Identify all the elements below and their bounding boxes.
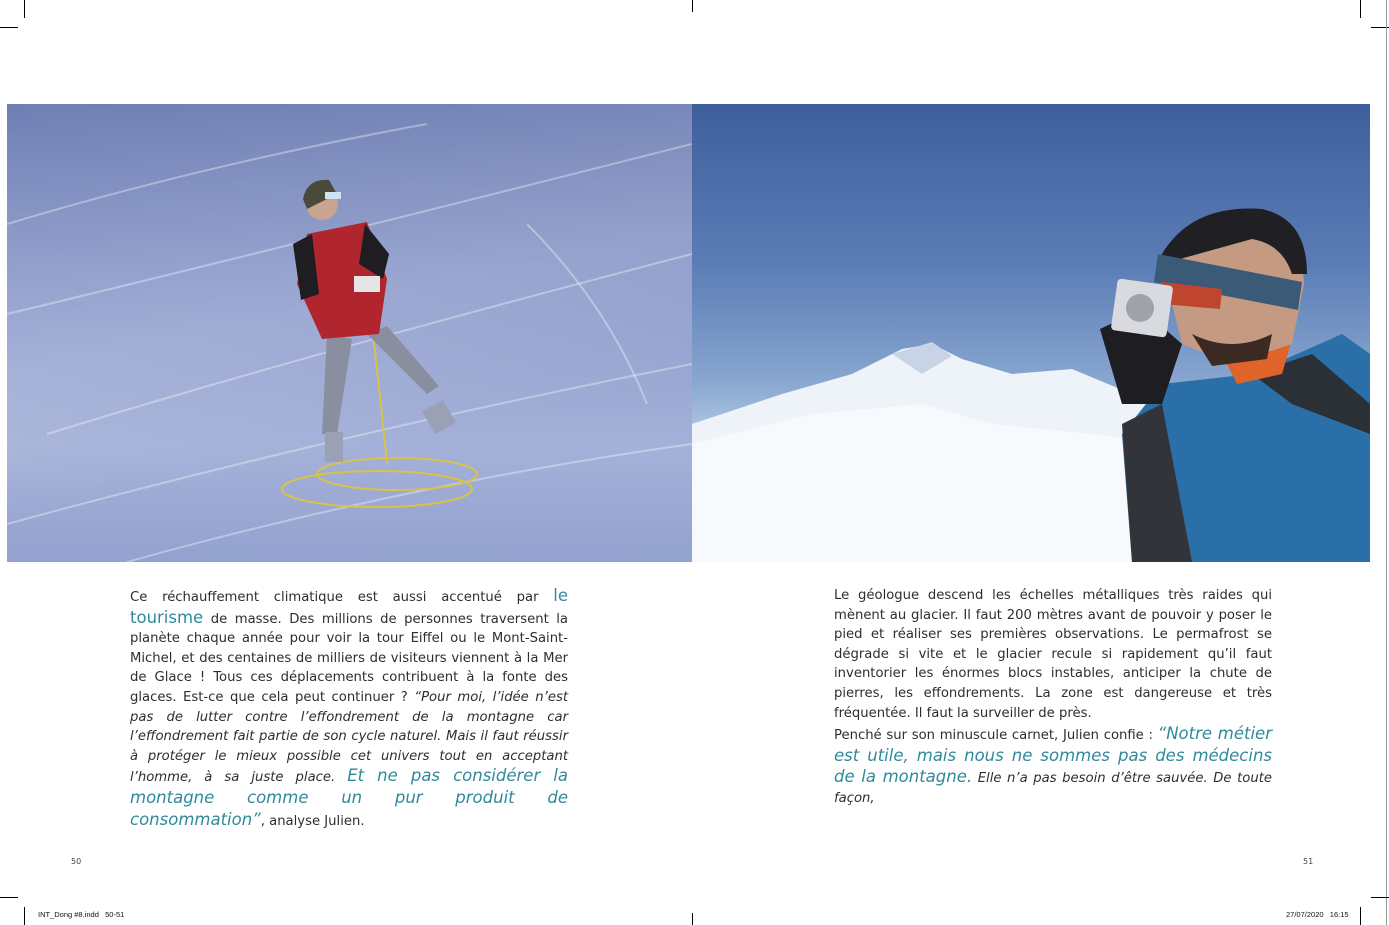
page-number-left: 50	[71, 857, 82, 866]
tourism-highlight: le tourisme	[130, 586, 568, 627]
crop-mark	[1360, 907, 1361, 925]
crop-mark	[692, 913, 693, 925]
right-body-paragraph-1: Le géologue descend les échelles métalliques très raides qui mènent au glacier. Il faut 200 mètres avant de pouvoir y poser le pied et réaliser ses premières observations. Le permafrost se dégrade si vite et le glacier recule si rapidement qu’il faut inventorier les énormes blocs instables, anticiper la chute de pierres, les effondrements. La zone est dangereuse et très fréquentée. Il faut la surveiller de près.	[834, 588, 1272, 721]
climber-on-snow-photo	[7, 104, 692, 562]
geologist-illustration	[692, 104, 1370, 562]
left-text-part: de masse. Des millions de personnes traversent la planète chaque année pour voir la tour Eiffel ou le Mont-Saint-Michel, et des centaines de milliers de visiteurs viennent à la Mer de Glace ! Tous ces déplacements contribuent à la fonte des glaces. Est-ce que cela peut continuer ?	[130, 611, 568, 705]
right-text-part: Penché sur son minuscule carnet, Julien confie :	[834, 728, 1158, 743]
crop-mark	[1360, 0, 1361, 18]
geologist-compass-photo	[692, 104, 1370, 562]
crop-mark	[24, 907, 25, 925]
page-number-right: 51	[1303, 857, 1314, 866]
left-text-part: Ce réchauffement climatique est aussi accentué par	[130, 590, 554, 605]
left-body-paragraph	[130, 586, 568, 831]
crop-mark	[1371, 897, 1389, 898]
right-body-paragraph-2	[834, 724, 1272, 808]
metier-quote-highlight: “Notre métier est utile, mais nous ne sommes pas des médecins de la montagne.	[834, 724, 1272, 787]
crop-mark	[24, 0, 25, 18]
right-text-italic: Elle n’a pas besoin d’être sauvée. De toute façon,	[834, 771, 1272, 806]
slug-datetime: 27/07/2020 16:15	[1286, 910, 1349, 919]
julien-quote: “Pour moi, l’idée n’est pas de lutter contre l’effondrement de la montagne car l’effondrement fait partie de son cycle naturel. Mais il faut réussir à protéger le mieux possible cet univers tout en acceptant l’homme, à sa juste place.	[130, 689, 568, 786]
crop-mark	[0, 27, 18, 28]
crop-mark	[1386, 0, 1387, 925]
crop-mark	[692, 0, 693, 12]
slug-file-info: INT_Dong #8.indd 50-51	[38, 910, 125, 919]
crop-mark	[0, 897, 18, 898]
quote-highlight: Et ne pas considérer la montagne comme un pur produit de consommation”	[130, 766, 568, 829]
left-text-part: , analyse Julien.	[260, 813, 365, 829]
climber-illustration	[7, 104, 692, 562]
